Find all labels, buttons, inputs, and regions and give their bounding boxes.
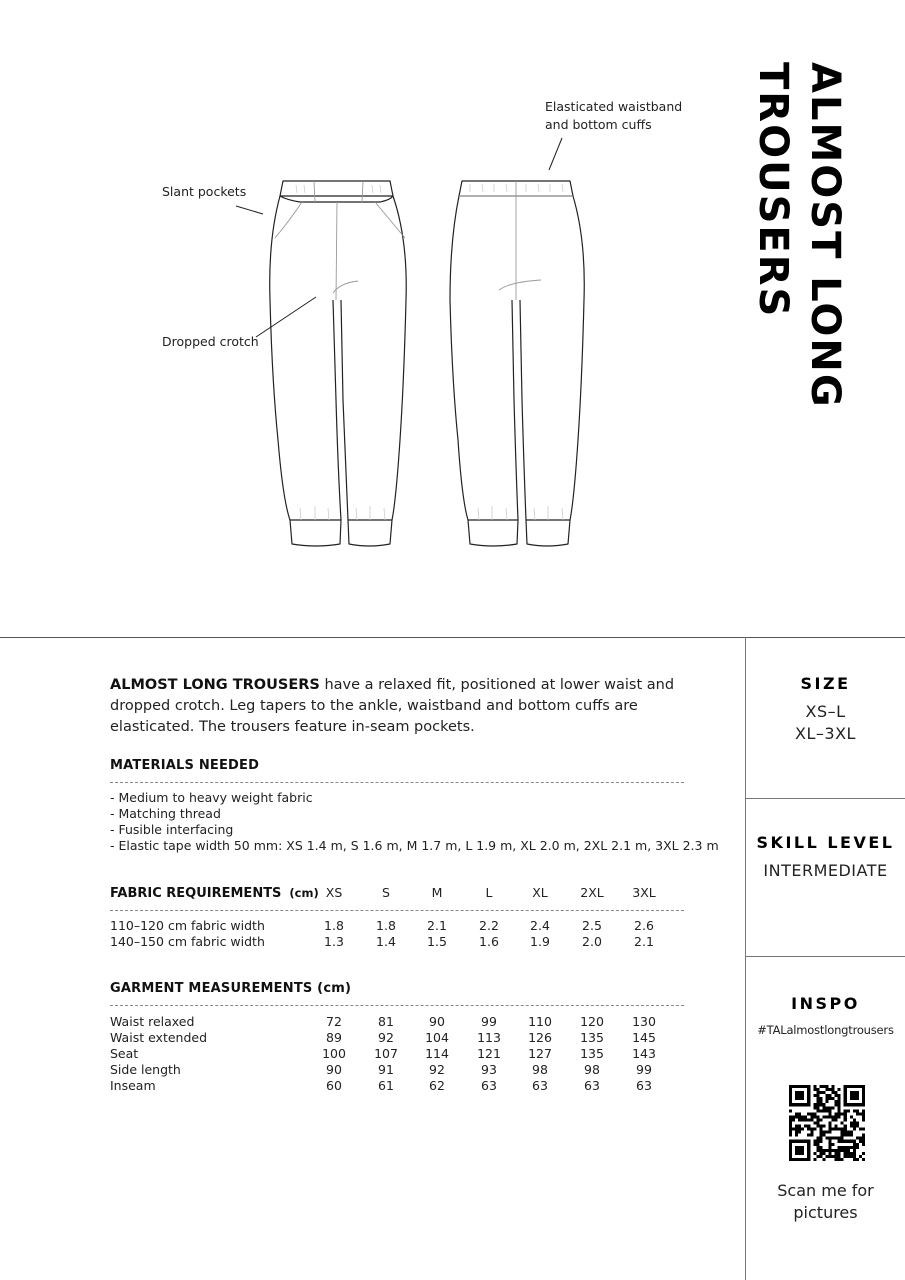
qr-caption xyxy=(746,1180,905,1224)
dashed-divider xyxy=(110,782,684,783)
cell-value: 2.5 xyxy=(582,918,602,933)
cell-value: 60 xyxy=(326,1078,342,1093)
cell-value: 1.8 xyxy=(376,918,396,933)
cell-value: 90 xyxy=(429,1014,445,1029)
cell-value: 143 xyxy=(632,1046,656,1061)
cell-value: 92 xyxy=(378,1030,394,1045)
cell-value: 63 xyxy=(532,1078,548,1093)
cell-value: 2.1 xyxy=(634,934,654,949)
cell-value: 2.0 xyxy=(582,934,602,949)
cell-value: 1.8 xyxy=(324,918,344,933)
skill-level-value: INTERMEDIATE xyxy=(763,861,888,880)
row-label: Side length xyxy=(110,1062,181,1077)
inspo-panel xyxy=(746,994,905,1037)
skill-level-title: SKILL LEVEL xyxy=(756,833,895,852)
cell-value: 1.9 xyxy=(530,934,550,949)
cell-value: 93 xyxy=(481,1062,497,1077)
cell-value: 1.5 xyxy=(427,934,447,949)
size-header: XS xyxy=(325,885,343,900)
sidebar-divider xyxy=(745,956,905,957)
cell-value: 135 xyxy=(580,1046,604,1061)
cell-value: 130 xyxy=(632,1014,656,1029)
inspo-hashtag: #TALalmostlongtrousers xyxy=(757,1023,894,1037)
cell-value: 90 xyxy=(326,1062,342,1077)
inspo-title: INSPO xyxy=(791,994,860,1013)
size-header: L xyxy=(485,885,493,900)
row-label: 110–120 cm fabric width xyxy=(110,918,265,933)
cell-value: 61 xyxy=(378,1078,394,1093)
size-header: M xyxy=(431,885,443,900)
qr-code-icon[interactable] xyxy=(789,1085,865,1161)
cell-value: 2.6 xyxy=(634,918,654,933)
cell-value: 98 xyxy=(532,1062,548,1077)
cell-value: 100 xyxy=(322,1046,346,1061)
cell-value: 72 xyxy=(326,1014,342,1029)
callout-elasticated-waistband xyxy=(545,98,682,134)
row-label: 140–150 cm fabric width xyxy=(110,934,265,949)
trousers-technical-drawing xyxy=(0,0,740,620)
description xyxy=(110,675,720,738)
cell-value: 63 xyxy=(584,1078,600,1093)
dashed-divider xyxy=(110,910,684,911)
dashed-divider xyxy=(110,1005,684,1006)
cell-value: 121 xyxy=(477,1046,501,1061)
sidebar-divider xyxy=(745,798,905,799)
cell-value: 120 xyxy=(580,1014,604,1029)
qr-caption-line: Scan me for xyxy=(777,1181,874,1200)
cell-value: 63 xyxy=(481,1078,497,1093)
size-range: XS–L xyxy=(805,702,846,721)
cell-value: 63 xyxy=(636,1078,652,1093)
page-title xyxy=(745,62,848,409)
size-range: XL–3XL xyxy=(795,724,856,743)
materials-item: - Fusible interfacing xyxy=(110,822,234,837)
row-label: Seat xyxy=(110,1046,139,1061)
cell-value: 104 xyxy=(425,1030,449,1045)
cell-value: 62 xyxy=(429,1078,445,1093)
callout-slant-pockets: Slant pockets xyxy=(162,184,247,199)
size-header: XL xyxy=(532,885,548,900)
row-label: Waist relaxed xyxy=(110,1014,195,1029)
size-panel xyxy=(746,674,905,745)
materials-title: MATERIALS NEEDED xyxy=(110,758,260,773)
cell-value: 2.2 xyxy=(479,918,499,933)
cell-value: 2.4 xyxy=(530,918,550,933)
cell-value: 92 xyxy=(429,1062,445,1077)
materials-list xyxy=(110,790,719,854)
front-view-drawing xyxy=(270,181,407,546)
cell-value: 2.1 xyxy=(427,918,447,933)
row-label: Inseam xyxy=(110,1078,156,1093)
materials-item: - Matching thread xyxy=(110,806,221,821)
size-header: S xyxy=(382,885,390,900)
cell-value: 1.4 xyxy=(376,934,396,949)
cell-value: 107 xyxy=(374,1046,398,1061)
cell-value: 126 xyxy=(528,1030,552,1045)
description-text: have a relaxed fit, positioned at lower waist and dropped crotch. Leg tapers to the ankle, waistband and bottom cuffs are elasticated. The trousers feature in-seam pockets. xyxy=(110,677,675,735)
qr-caption-line: pictures xyxy=(793,1203,858,1222)
cell-value: 1.3 xyxy=(324,934,344,949)
garment-measurements-title: GARMENT MEASUREMENTS (cm) xyxy=(110,981,352,996)
cell-value: 99 xyxy=(636,1062,652,1077)
cell-value: 91 xyxy=(378,1062,394,1077)
materials-item: - Elastic tape width 50 mm: XS 1.4 m, S 1.6 m, M 1.7 m, L 1.9 m, XL 2.0 m, 2XL 2.1 m, 3XL 2.3 m xyxy=(110,838,719,853)
back-view-drawing xyxy=(450,181,584,546)
callout-dropped-crotch: Dropped crotch xyxy=(162,334,259,349)
cell-value: 110 xyxy=(528,1014,552,1029)
callout-line: and bottom cuffs xyxy=(545,117,652,132)
title-line-1: ALMOST LONG xyxy=(802,62,848,409)
materials-item: - Medium to heavy weight fabric xyxy=(110,790,313,805)
cell-value: 114 xyxy=(425,1046,449,1061)
cell-value: 98 xyxy=(584,1062,600,1077)
cell-value: 135 xyxy=(580,1030,604,1045)
title-line-2: TROUSERS xyxy=(750,62,796,319)
callout-line: Elasticated waistband xyxy=(545,99,683,114)
cell-value: 1.6 xyxy=(479,934,499,949)
description-product-name: ALMOST LONG TROUSERS xyxy=(110,677,320,693)
size-header: 3XL xyxy=(632,885,656,900)
size-title: SIZE xyxy=(800,674,851,693)
cell-value: 99 xyxy=(481,1014,497,1029)
cell-value: 81 xyxy=(378,1014,394,1029)
cell-value: 113 xyxy=(477,1030,501,1045)
cell-value: 145 xyxy=(632,1030,656,1045)
skill-level-panel xyxy=(746,833,905,882)
cell-value: 89 xyxy=(326,1030,342,1045)
size-header: 2XL xyxy=(580,885,604,900)
fabric-requirements-title: FABRIC REQUIREMENTS (cm) xyxy=(110,886,319,901)
horizontal-divider xyxy=(0,637,905,638)
row-label: Waist extended xyxy=(110,1030,208,1045)
cell-value: 127 xyxy=(528,1046,552,1061)
